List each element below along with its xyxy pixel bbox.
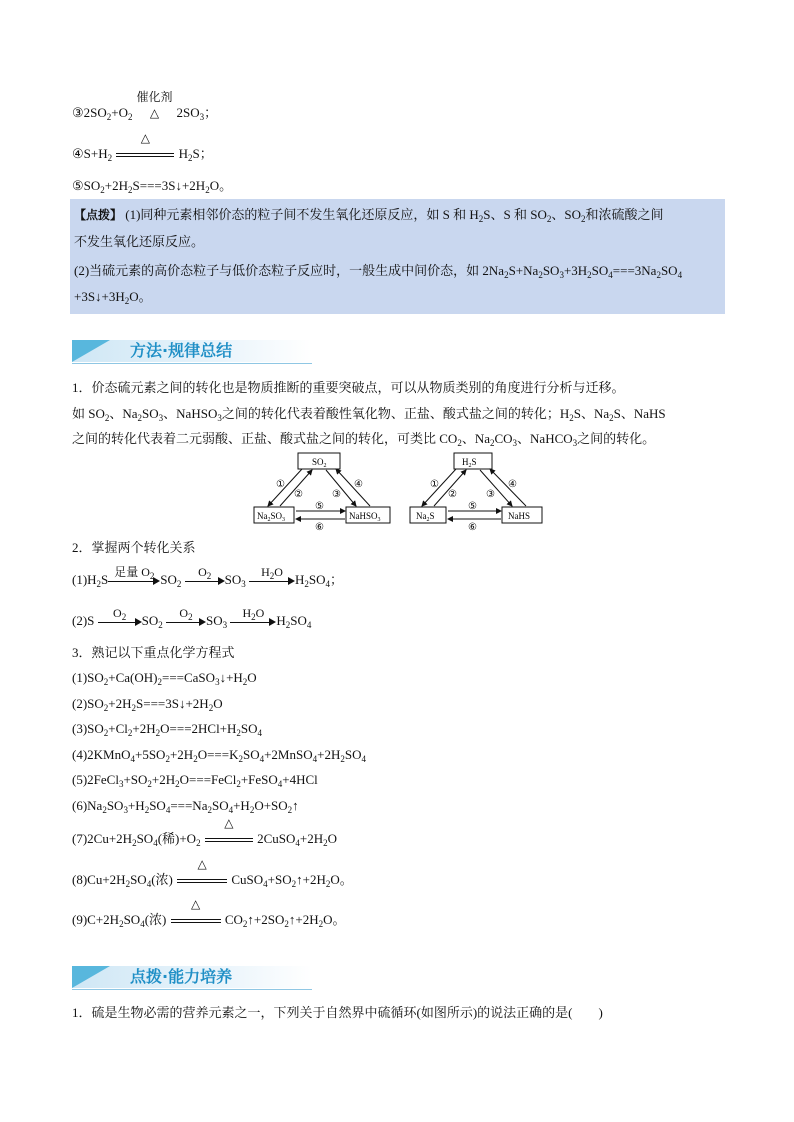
key-equation-4: $(4)2KMnO_4+5SO_2+2H_2O===K_2SO_4+2MnSO_4+2H_2SO_4$: [72, 747, 366, 764]
svg-text:NaHSO3: NaHSO$_3$: [349, 511, 381, 523]
svg-text:①: ①: [430, 479, 439, 490]
paragraph-2: 如 $SO_2$、$Na_2SO_3$、NaHSO$_3$之间的转化代表着酸性氧化物、正盐、酸式盐之间的转化；$H_2S$、$Na_2S$、NaHS: [72, 406, 666, 423]
key-equation-3: $(3)SO_2+Cl_2+2H_2O===2HCl+H_2SO_4$: [72, 721, 263, 738]
key-equation-7: $(7)2Cu+2H_2SO_4$(稀)$+O_2$ △ $2CuSO_4+2H_2O$: [72, 816, 337, 848]
arrow-icon: $H_2O$: [230, 617, 276, 627]
svg-text:Na2S: $Na_2S$: [416, 511, 435, 523]
arrow-icon: 足量 $O_2$: [108, 576, 160, 586]
svg-text:①: ①: [276, 479, 285, 490]
svg-text:Na2SO3: $Na_2SO_3$: [257, 511, 286, 523]
svg-text:⑤: ⑤: [468, 501, 477, 512]
heat-condition: △: [204, 829, 254, 849]
conversion-chain-1: $(1)H_2S$ 足量 $O_2$ $SO_2$ $O_2$ $SO_3$ $H_2O$ $H_2SO_4$；: [72, 565, 344, 589]
hint-paragraph-1-line2: 不发生氧化还原反应。: [74, 234, 205, 249]
section-title: 方法·规律总结: [130, 341, 233, 360]
svg-text:②: ②: [448, 489, 457, 500]
question-1: 1．硫是生物必需的营养元素之一，下列关于自然界中硫循环(如图所示)的说法正确的是( ): [72, 1005, 603, 1020]
svg-text:SO2: $SO_2$: [312, 457, 327, 469]
key-equation-8: $(8)Cu+2H_2SO_4$(浓) △ $CuSO_4+SO_2↑+2H_2O$。: [72, 857, 353, 889]
key-equation-9: $(9)C+2H_2SO_4$(浓) △ $CO_2↑+2SO_2↑+2H_2O$。: [72, 897, 346, 929]
catalyst-condition: 催化剂 △: [136, 90, 173, 120]
svg-text:③: ③: [486, 489, 495, 500]
hint-paragraph-2: (2)当硫元素的高价态粒子与低价态粒子反应时，一般生成中间价态，如 $2Na_2S+Na_2SO_3+3H_2SO_4===3Na_2SO_4$: [74, 263, 683, 280]
paragraph-5: 3．熟记以下重点化学方程式: [72, 645, 235, 660]
svg-text:⑤: ⑤: [315, 501, 324, 512]
hint-label: 【点拨】: [74, 208, 123, 222]
equation-4: $④S+H_2$ △ $H_2S$；: [72, 131, 213, 163]
paragraph-1: 1．价态硫元素之间的转化也是物质推断的重要突破点，可以从物质类别的角度进行分析与迁移。: [72, 380, 625, 395]
section-heading-methods: [72, 336, 312, 362]
equation-3: $③2SO_2+O_2$ 催化剂 △ $2SO_3$；: [72, 90, 218, 122]
heading-triangle-icon: [72, 340, 110, 362]
equation-5: $⑤SO_2+2H_2S===3S↓+2H_2O$。: [72, 178, 233, 195]
hint-paragraph-2-line2: $+3S↓+3H_2O$。: [74, 289, 152, 306]
heat-condition: △: [115, 144, 175, 164]
arrow-icon: $O_2$: [98, 617, 142, 627]
svg-text:⑥: ⑥: [468, 522, 477, 531]
key-equation-1: $(1)SO_2+Ca(OH)_2===CaSO_3↓+H_2O$: [72, 670, 257, 687]
svg-text:④: ④: [508, 479, 517, 490]
section-title: 点拨·能力培养: [130, 967, 233, 986]
paragraph-3: 之间的转化代表着二元弱酸、正盐、酸式盐之间的转化，可类比 $CO_2$、$Na_2CO_3$、NaHCO$_3$之间的转化。: [72, 431, 656, 448]
svg-text:H2S: $H_2S$: [462, 457, 477, 469]
diagram-h2s: [410, 453, 542, 531]
heat-condition: △: [170, 910, 222, 930]
svg-text:④: ④: [354, 479, 363, 490]
arrow-icon: $O_2$: [185, 576, 225, 586]
conversion-chain-2: (2)S $O_2$ $SO_2$ $O_2$ $SO_3$ $H_2O$ $H_2SO_4$: [72, 606, 312, 630]
svg-text:②: ②: [294, 489, 303, 500]
svg-text:③: ③: [332, 489, 341, 500]
svg-text:⑥: ⑥: [315, 522, 324, 531]
heat-condition: △: [176, 870, 228, 890]
arrow-icon: $H_2O$: [249, 576, 295, 586]
conversion-diagrams: [250, 451, 550, 531]
key-equation-2: $(2)SO_2+2H_2S===3S↓+2H_2O$: [72, 696, 223, 713]
arrow-icon: $O_2$: [166, 617, 206, 627]
key-equation-5: $(5)2FeCl_3+SO_2+2H_2O===FeCl_2+FeSO_4+4HCl$: [72, 772, 318, 789]
paragraph-4: 2．掌握两个转化关系: [72, 540, 196, 555]
svg-text:NaHS: NaHS: [508, 511, 530, 521]
section-heading-ability: [72, 962, 312, 988]
diagram-so2: [254, 453, 390, 531]
key-equation-6: $(6)Na_2SO_3+H_2SO_4===Na_2SO_4+H_2O+SO_2↑$: [72, 798, 299, 815]
heading-triangle-icon: [72, 966, 110, 988]
hint-paragraph-1: 【点拨】 (1)同种元素相邻价态的粒子间不发生氧化还原反应，如 S 和 $H_2S$、S 和 $SO_2$、$SO_2$和浓硫酸之间: [74, 207, 664, 224]
